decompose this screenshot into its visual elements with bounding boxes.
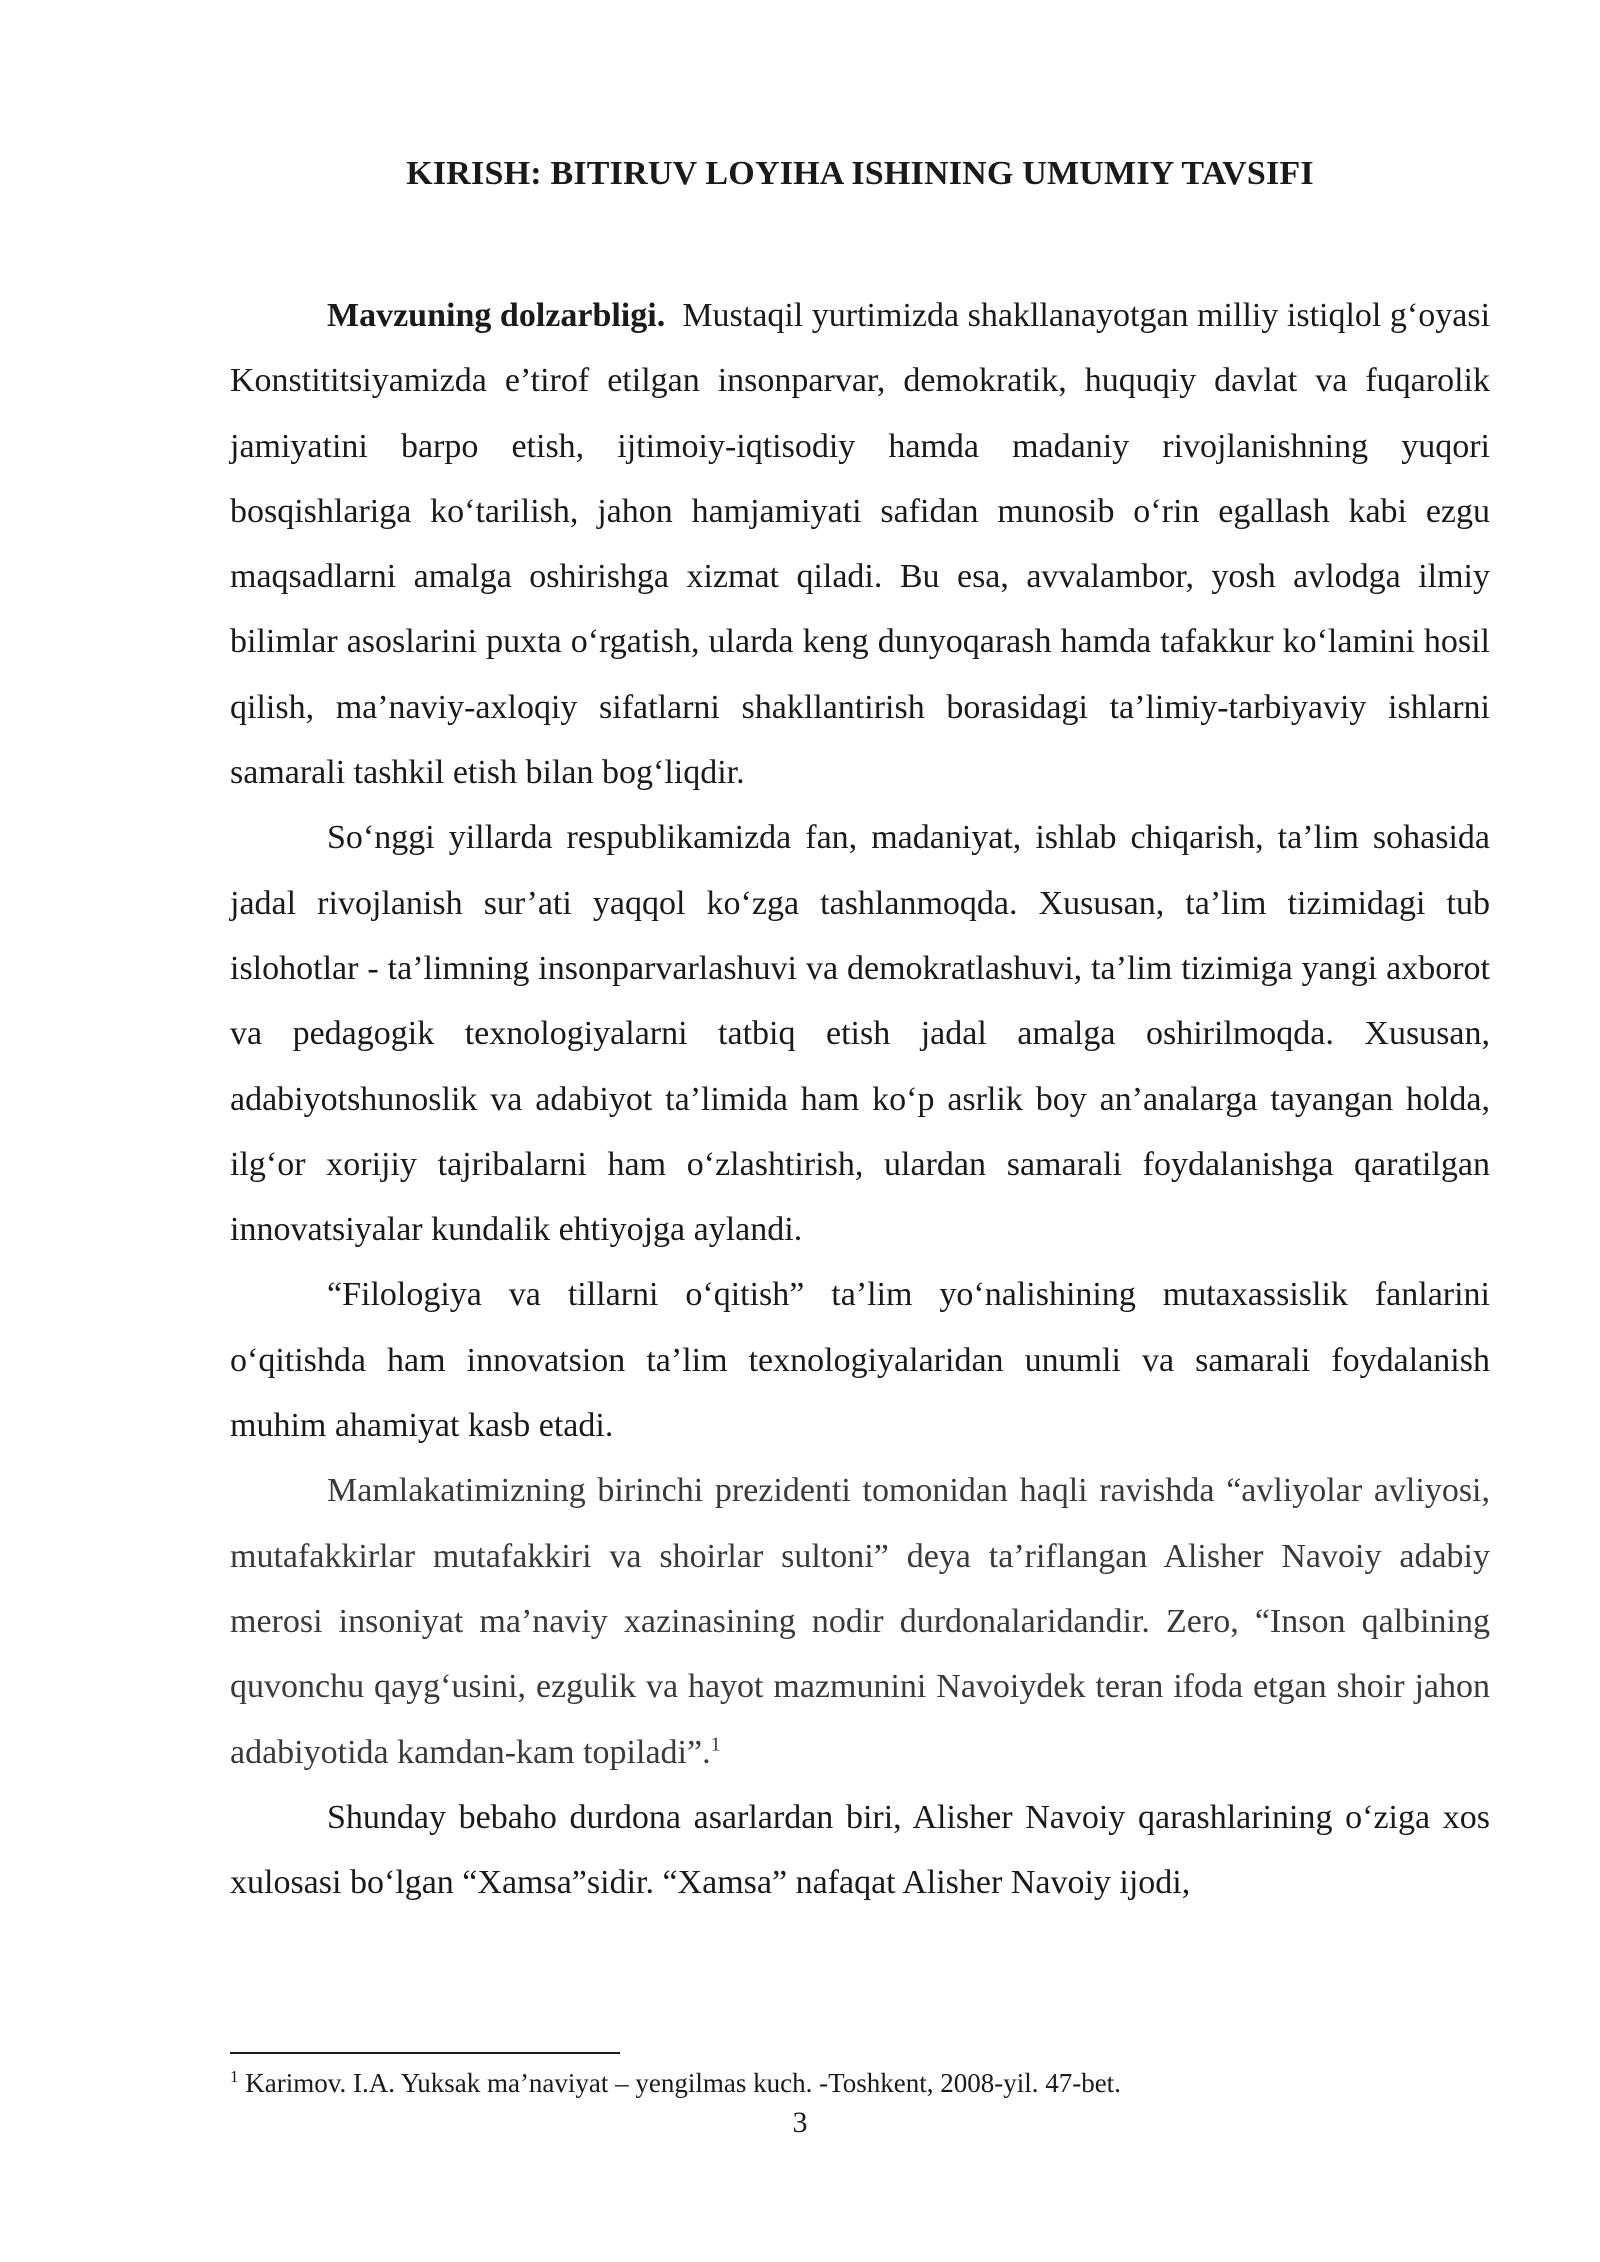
footnote-text: Karimov. I.A. Yuksak ma’naviyat – yengilmas kuch. -Toshkent, 2008-yil. 47-bet. (245, 2068, 1121, 2098)
paragraph-philology (230, 1262, 1490, 1458)
paragraph-xamsa (230, 1785, 1490, 1916)
paragraph-text: Mustaqil yurtimizda shakllanayotgan milliy istiqlol g‘oyasi Konstititsiyamizda e’tirof etilgan insonparvar, demokratik, huquqiy davlat va fuqarolik jamiyatini barpo etish, ijtimoiy-iqtisodiy hamda madaniy rivojlanishning yuqori bosqishlariga ko‘tarilish, jahon hamjamiyati safidan munosib o‘rin egallash kabi ezgu maqsadlarni amalga oshirishga xizmat qiladi. Bu esa, avvalambor, yosh avlodga ilmiy bilimlar asoslarini puxta o‘rgatish, ularda keng dunyoqarash hamda tafakkur ko‘lamini hosil qilish, ma’naviy-axloqiy sifatlarni shakllantirish borasidagi ta’limiy-tarbiyaviy ishlarni samarali tashkil etish bilan bog‘liqdir. (230, 297, 1491, 792)
page-number: 3 (792, 2106, 808, 2139)
paragraph-text: So‘nggi yillarda respublikamizda fan, madaniyat, ishlab chiqarish, ta’lim sohasida jadal rivojlanish sur’ati yaqqol ko‘zga tashlanmoqda. Xususan, ta’lim tizimidagi tub islohotlar - ta’limning insonparvarlashuvi va demokratlashuvi, ta’lim tizimiga yangi axborot va pedagogik texnologiyalarni tatbiq etish jadal amalga oshirilmoqda. Xususan, adabiyotshunoslik va adabiyot ta’limida ham ko‘p asrlik boy an’analarga tayangan holda, ilg‘or xorijiy tajribalarni ham o‘zlashtirish, ulardan samarali foydalanishga qaratilgan innovatsiyalar kundalik ehtiyojga aylandi. (230, 819, 1490, 1249)
paragraph-text: “Filologiya va tillarni o‘qitish” ta’lim yo‘nalishining mutaxassislik fanlarini o‘qitishda ham innovatsion ta’lim texnologiyalaridan unumli va samarali foydalanish muhim ahamiyat kasb etadi. (230, 1276, 1490, 1445)
paragraph-relevance (230, 283, 1490, 805)
paragraph-education-reforms (230, 805, 1490, 1262)
paragraph-text: Mamlakatimizning birinchi prezidenti tomonidan haqli ravishda “avliyolar avliyosi, mutafakkirlar mutafakkiri va shoirlar sultoni” deya ta’riflangan Alisher Navoiy adabiy merosi insoniyat ma’naviy xazinasining nodir durdonalaridandir. Zero, “Inson qalbining quvonchu qayg‘usini, ezgulik va hayot mazmunini Navoiydek teran ifoda etgan shoir jahon adabiyotida kamdan-kam topiladi”. (230, 1472, 1490, 1771)
footnote-separator (230, 2052, 620, 2054)
paragraph-text: Shunday bebaho durdona asarlardan biri, Alisher Navoiy qarashlarining o‘ziga xos xulosasi bo‘lgan “Xamsa”sidir. “Xamsa” nafaqat Alisher Navoiy ijodi, (230, 1798, 1490, 1902)
paragraph-navoiy-legacy (230, 1458, 1490, 1784)
footnote (230, 2066, 1490, 2100)
paragraph-lead-heading: Mavzuning dolzarbligi. (327, 297, 666, 334)
footnote-marker: 1 (230, 2067, 239, 2086)
footnote-reference[interactable]: 1 (710, 1733, 721, 1756)
document-title: KIRISH: BITIRUV LOYIHA ISHINING UMUMIY TAVSIFI (406, 155, 1314, 192)
body-text (230, 283, 1490, 1915)
